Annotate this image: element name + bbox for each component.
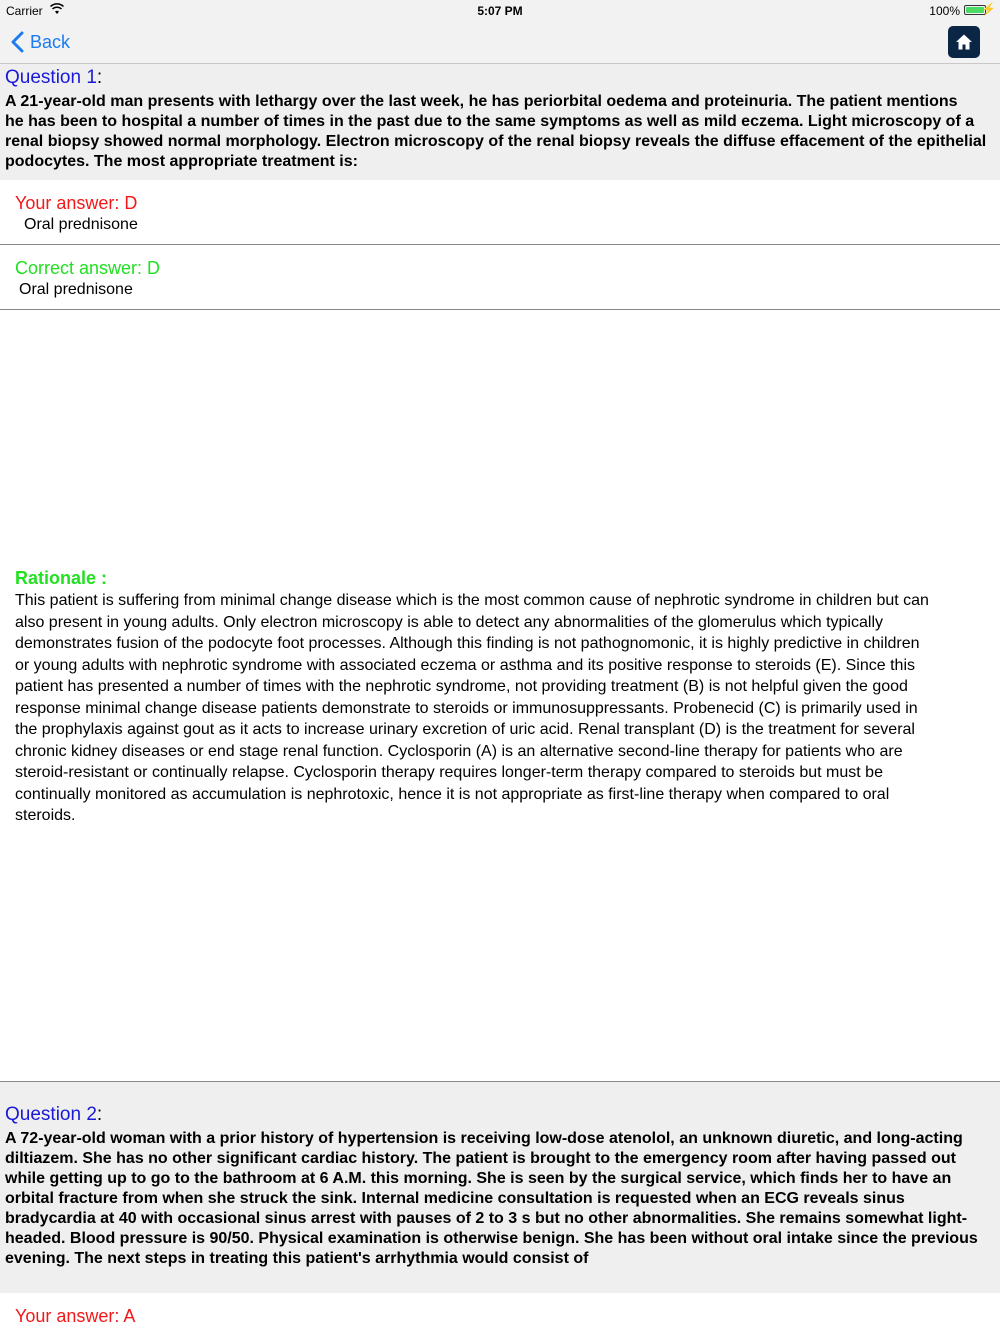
question-2-title: Question 2: bbox=[5, 1104, 103, 1125]
rationale-line: also present in young adults. Only electron microscopy is able to detect any abnormalities of the glomerulus which typically bbox=[15, 613, 883, 631]
rationale-line: response minimal change disease patients demonstrate to steroids or immunosuppressants. Probenecid (C) is primarily used in bbox=[15, 699, 918, 717]
question-2-line: A 72-year-old woman with a prior history of hypertension is receiving low-dose atenolol, an unknown diuretic, and long-acting bbox=[5, 1130, 963, 1147]
rationale-line: steroid-resistant or continually relapse. Cyclosporin therapy requires longer-term therapy compared to steroids but must be bbox=[15, 764, 883, 781]
your-answer-label: Your answer: D bbox=[15, 193, 138, 213]
question-2-line: evening. The next steps in treating this patient's arrhythmia would consist of bbox=[5, 1250, 589, 1267]
question-1-line: renal biopsy showed normal morphology. Electron microscopy of the renal biopsy reveals the diffuse effacement of the epithelial bbox=[5, 133, 987, 150]
question-2-line: headed. Blood pressure is 90/50. Physical examination is otherwise benign. She has been without oral intake since the previous bbox=[5, 1230, 978, 1247]
question-1-label: Question 1 bbox=[5, 67, 97, 88]
rationale-line: continually monitored as accumulation is nephrotoxic, hence it is not appropriate as first-line therapy when compared to oral bbox=[15, 785, 890, 803]
question-2-block bbox=[0, 1082, 1000, 1293]
question-2-your-answer-label: Your answer: A bbox=[15, 1306, 136, 1326]
home-icon bbox=[955, 33, 973, 51]
back-label: Back bbox=[30, 31, 71, 52]
your-answer-text: Oral prednisone bbox=[24, 216, 138, 233]
question-2-label: Question 2 bbox=[5, 1104, 97, 1125]
status-bar bbox=[0, 0, 1000, 22]
rationale-line: chronic kidney diseases or end stage renal function. Cyclosporin (A) is an alternative second-line therapy for patients who are bbox=[15, 742, 903, 760]
correct-answer-text: Oral prednisone bbox=[19, 281, 133, 298]
rationale-title: Rationale : bbox=[15, 568, 108, 588]
question-1-line: he has been to hospital a number of times in the past due to the same symptoms as well as mild eczema. Light microscopy of a bbox=[5, 113, 975, 130]
rationale-text bbox=[15, 590, 995, 827]
clock: 5:07 PM bbox=[477, 4, 523, 18]
rationale-line: patient has presented a number of times with the nephrotic syndrome, not providing treatment (B) is not helpful given the good bbox=[15, 678, 908, 695]
charging-icon: ⚡ bbox=[981, 2, 996, 16]
rationale-line: demonstrates fusion of the podocyte foot processes. Although this finding is not pathognomonic, it is highly predictive in children bbox=[15, 635, 920, 652]
question-2-text bbox=[0, 1129, 1000, 1269]
question-2-your-answer-row bbox=[0, 1293, 1000, 1334]
rationale-line: steroids. bbox=[15, 807, 76, 824]
question-1-line: podocytes. The most appropriate treatment is: bbox=[5, 153, 358, 170]
question-2-line: bradycardia at 40 with occasional sinus arrest with pauses of 2 to 3 s but no other abnormalities. She remains somewhat light- bbox=[5, 1210, 968, 1227]
chevron-left-icon bbox=[10, 31, 24, 53]
carrier-label: Carrier bbox=[6, 4, 43, 18]
home-button[interactable] bbox=[948, 26, 980, 58]
rationale-line: or young adults with nephrotic syndrome with associated eczema or asthma and its positive response to steroids (E). Since this bbox=[15, 656, 915, 674]
rationale-line: the prophylaxis against gout as it acts to increase urinary excretion of uric acid. Renal transplant (D) is the treatment for several bbox=[15, 721, 915, 738]
question-1-text bbox=[0, 92, 1000, 172]
battery-percentage: 100% bbox=[929, 4, 960, 18]
question-1-block bbox=[0, 64, 1000, 180]
correct-answer-row bbox=[0, 245, 1000, 310]
question-2-line: diltiazem. She has no other significant cardiac history. The patient is brought to the emergency room after having passed out bbox=[5, 1150, 956, 1167]
question-2-line: while getting up to go to the bathroom at 6 A.M. this morning. She is seen by the surgical service, which finds her to have an bbox=[5, 1170, 952, 1187]
rationale-line: This patient is suffering from minimal change disease which is the most common cause of nephrotic syndrome in children but can bbox=[15, 592, 929, 609]
back-button[interactable] bbox=[10, 28, 70, 56]
question-2-line: orbital fracture from when she struck the sink. Internal medicine consultation is requested when an ECG reveals sinus bbox=[5, 1190, 905, 1207]
your-answer-row bbox=[0, 180, 1000, 245]
correct-answer-label: Correct answer: D bbox=[15, 258, 161, 278]
question-1-title: Question 1: bbox=[5, 67, 103, 88]
navigation-bar bbox=[0, 22, 1000, 64]
question-1-line: A 21-year-old man presents with lethargy over the last week, he has periorbital oedema and proteinuria. The patient mentions bbox=[5, 93, 958, 110]
